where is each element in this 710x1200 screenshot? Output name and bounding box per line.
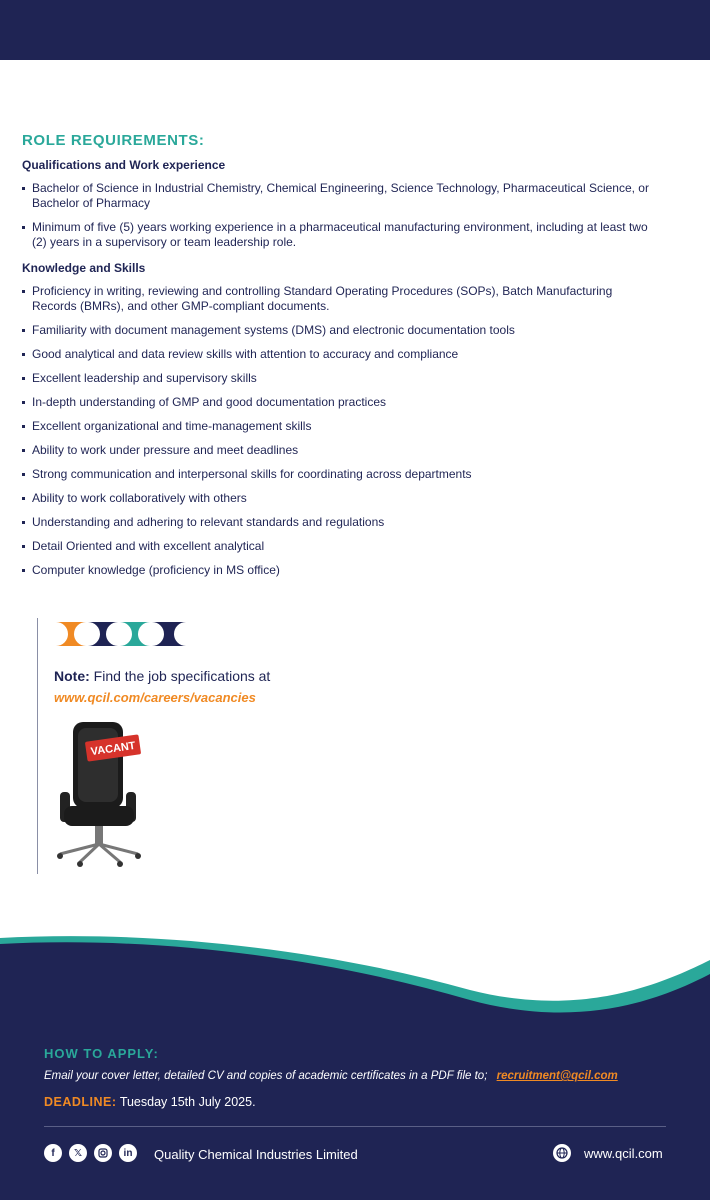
footer-divider [44,1126,666,1127]
list-item: Good analytical and data review skills with attention to accuracy and compliance [22,347,652,362]
company-name: Quality Chemical Industries Limited [154,1147,358,1162]
recruitment-email-link[interactable]: recruitment@qcil.com [496,1070,618,1082]
list-item: Ability to work under pressure and meet deadlines [22,443,652,458]
globe-icon [553,1144,571,1162]
qualifications-heading: Qualifications and Work experience [22,158,226,172]
linkedin-icon[interactable]: in [119,1144,137,1162]
list-item: Ability to work collaboratively with others [22,491,652,506]
skills-list [22,284,652,587]
list-item: Strong communication and interpersonal skills for coordinating across departments [22,467,652,482]
skills-heading: Knowledge and Skills [22,261,146,275]
note-label: Note: [54,668,90,684]
careers-link[interactable]: www.qcil.com/careers/vacancies [54,690,256,705]
note-body: Find the job specifications at [93,668,271,684]
apply-text: Email your cover letter, detailed CV and copies of academic certificates in a PDF file to; [44,1070,488,1082]
note-text [54,668,270,684]
qualifications-list [22,181,652,259]
list-item: Excellent organizational and time-management skills [22,419,652,434]
top-banner [0,0,710,60]
website-link[interactable]: www.qcil.com [584,1146,663,1161]
vacant-sign: VACANT [90,739,137,759]
list-item: Proficiency in writing, reviewing and controlling Standard Operating Procedures (SOPs), Batch Manufacturing Records (BMRs), and other GMP-compliant documents. [22,284,652,314]
deadline [44,1095,256,1109]
list-item: Excellent leadership and supervisory skills [22,371,652,386]
vacant-chair-icon [50,716,160,868]
x-icon[interactable]: 𝕏 [69,1144,87,1162]
instagram-icon[interactable] [94,1144,112,1162]
list-item: In-depth understanding of GMP and good documentation practices [22,395,652,410]
deadline-label: DEADLINE: [44,1095,117,1109]
list-item: Familiarity with document management systems (DMS) and electronic documentation tools [22,323,652,338]
social-links [44,1144,137,1162]
section-title: ROLE REQUIREMENTS: [22,132,205,149]
note-block [37,618,358,874]
deadline-value: Tuesday 15th July 2025. [119,1095,256,1109]
list-item: Minimum of five (5) years working experience in a pharmaceutical manufacturing environment, including at least two (2) years in a supervisory or team leadership role. [22,220,652,250]
list-item: Detail Oriented and with excellent analytical [22,539,652,554]
decorative-pattern-icon [54,620,188,648]
list-item: Bachelor of Science in Industrial Chemistry, Chemical Engineering, Science Technology, Pharmaceutical Science, or Bachelor of Pharmacy [22,181,652,211]
facebook-icon[interactable]: f [44,1144,62,1162]
apply-instructions [44,1070,618,1082]
list-item: Computer knowledge (proficiency in MS office) [22,563,652,578]
how-to-apply-title: HOW TO APPLY: [44,1046,159,1061]
list-item: Understanding and adhering to relevant standards and regulations [22,515,652,530]
